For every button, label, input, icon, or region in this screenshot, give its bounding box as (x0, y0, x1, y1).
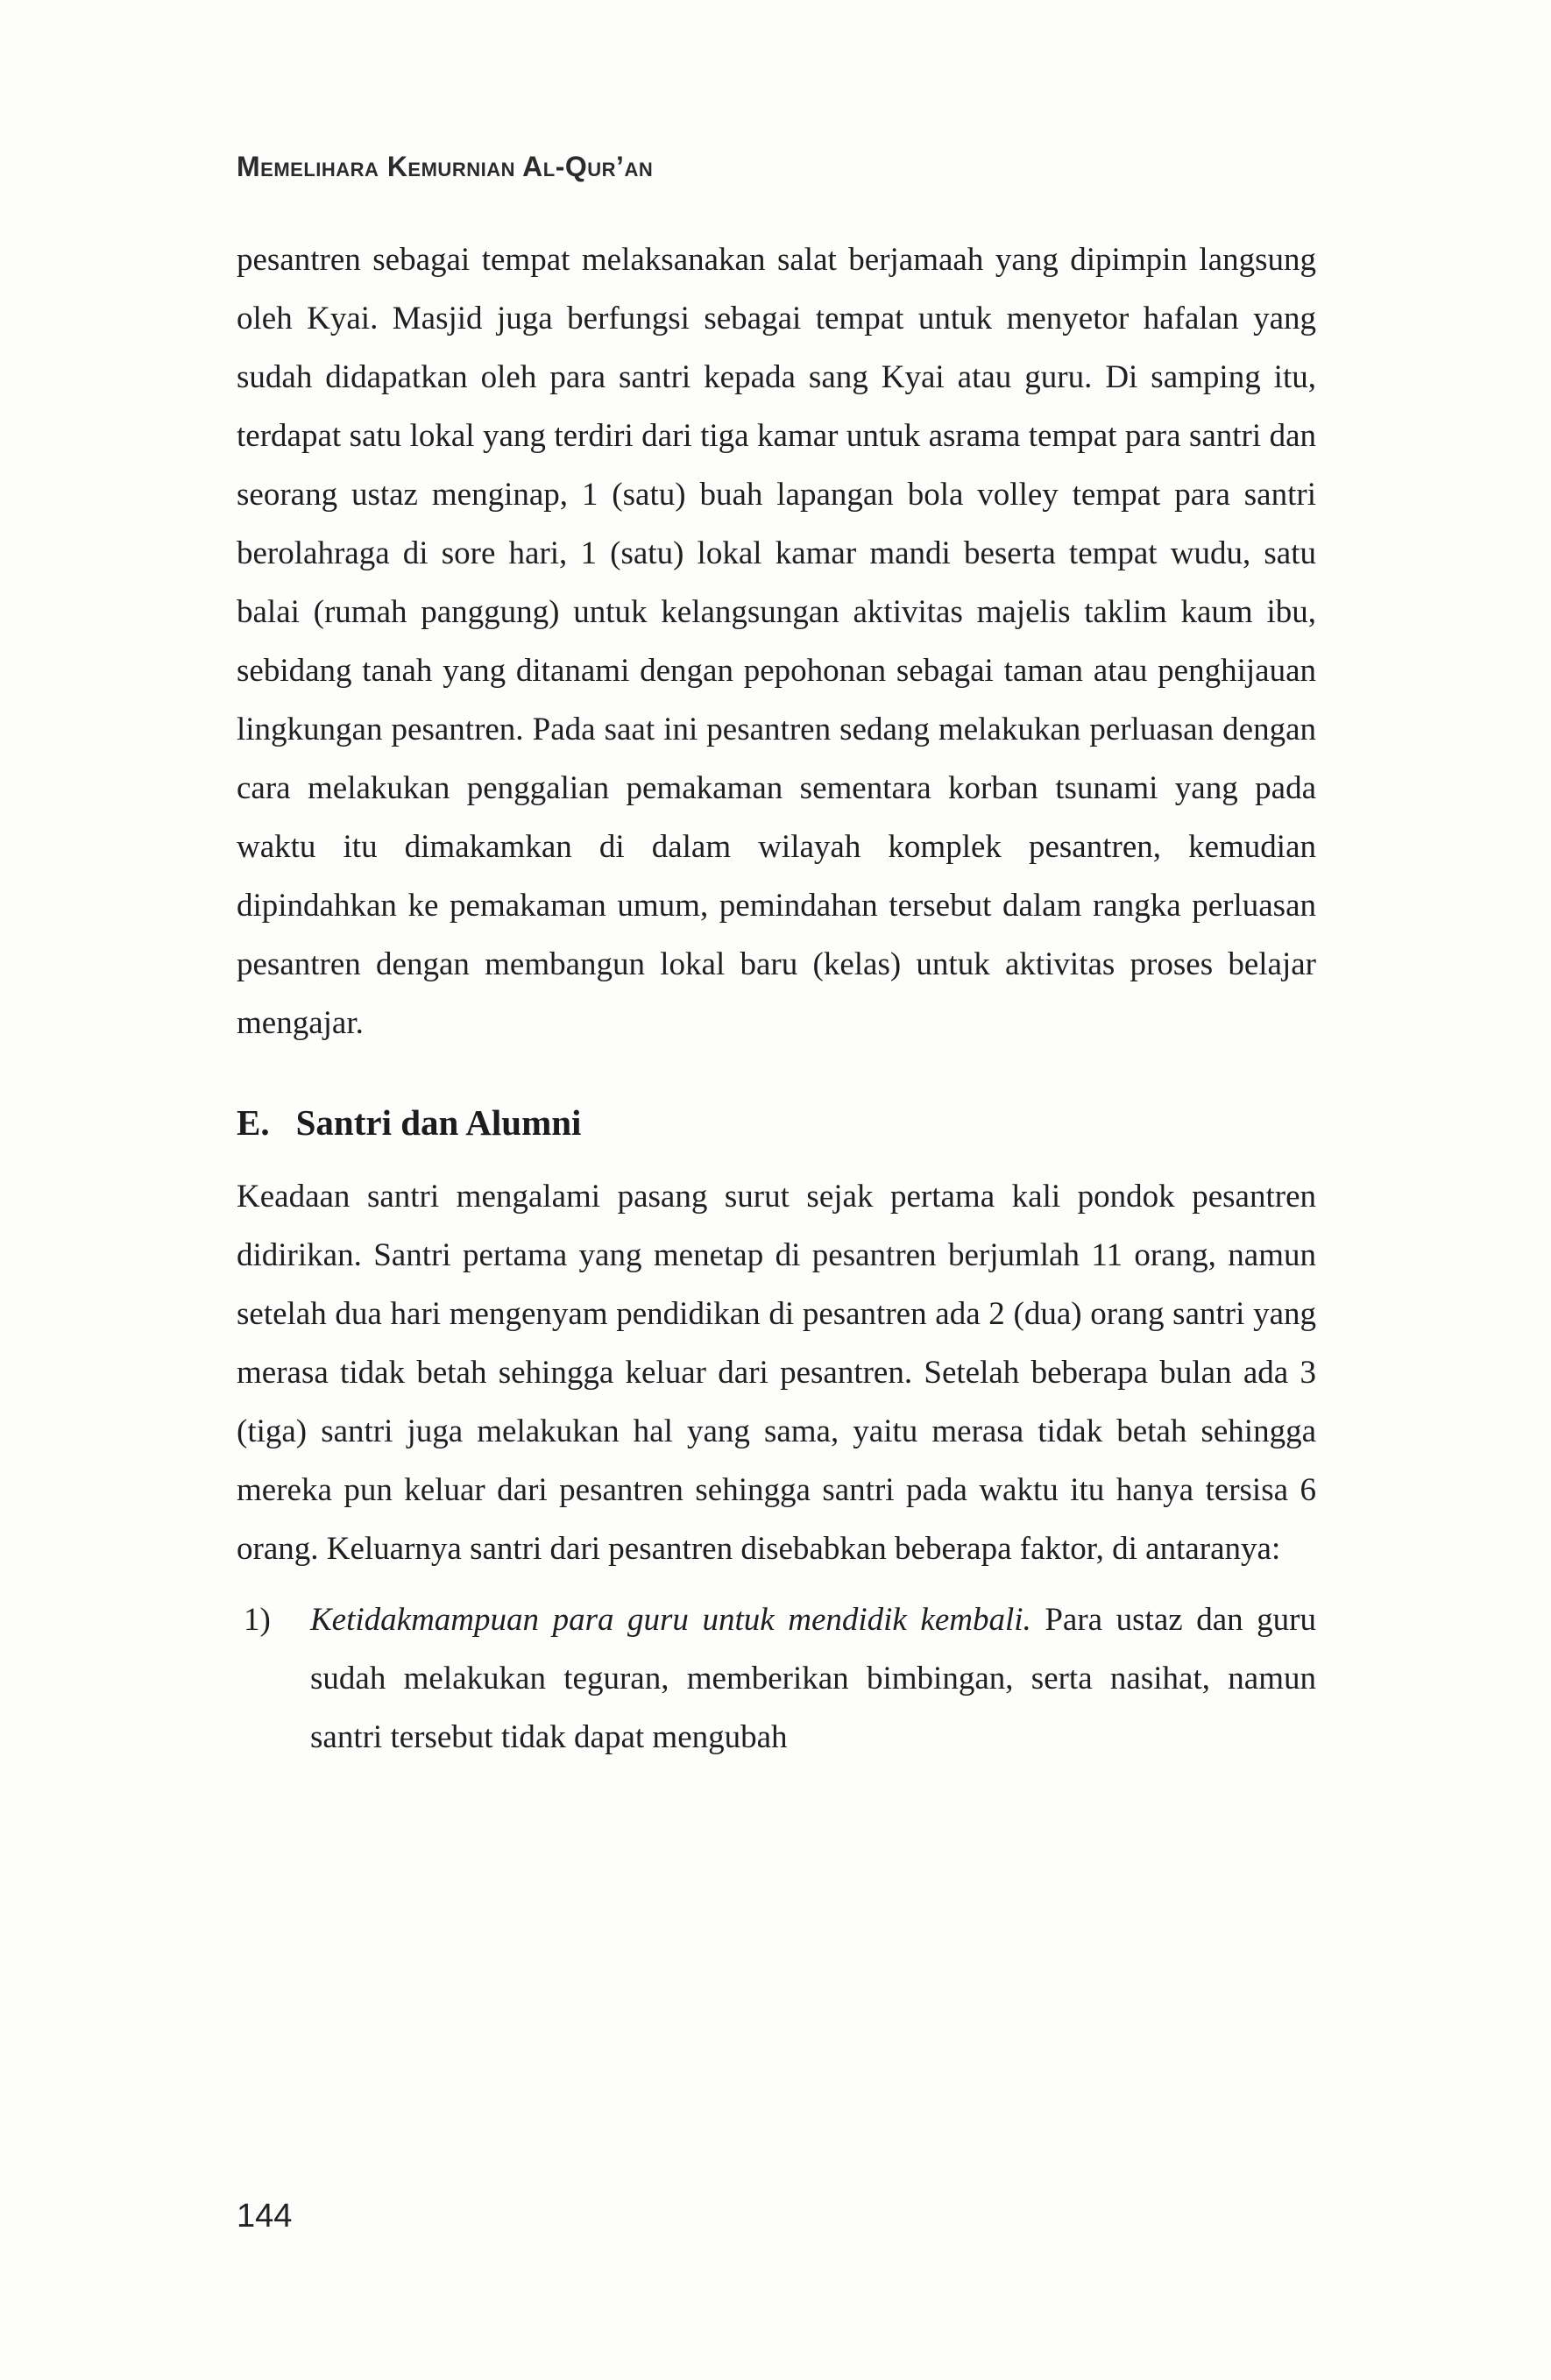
numbered-list (237, 1590, 1316, 1767)
section-title: Santri dan Alumni (295, 1102, 582, 1143)
paragraph-santri: Keadaan santri mengalami pasang surut sejak pertama kali pondok pesantren didirikan. Santri pertama yang menetap di pesantren berjumlah 11 orang, namun setelah dua hari mengenyam pendidikan di pesantren ada 2 (dua) orang santri yang merasa tidak betah sehingga keluar dari pesantren. Setelah beberapa bulan ada 3 (tiga) santri juga melakukan hal yang sama, yaitu merasa tidak betah sehingga mereka pun keluar dari pesantren sehingga santri pada waktu itu hanya tersisa 6 orang. Keluarnya santri dari pesantren disebabkan beberapa faktor, di antaranya: (237, 1179, 1316, 1568)
section-heading (237, 1101, 1316, 1144)
paragraph-continuation: pesantren sebagai tempat melaksanakan salat berjamaah yang dipimpin langsung oleh Kyai. Masjid juga berfungsi sebagai tempat untuk menyetor hafalan yang sudah didapatkan oleh para santri kepada sang Kyai atau guru. Di samping itu, terdapat satu lokal yang terdiri dari tiga kamar untuk asrama tempat para santri dan seorang ustaz menginap, 1 (satu) buah lapangan bola volley tempat para santri berolahraga di sore hari, 1 (satu) lokal kamar mandi beserta tempat wudu, satu balai (rumah panggung) untuk kelangsungan aktivitas majelis taklim kaum ibu, sebidang tanah yang ditanami dengan pepohonan sebagai taman atau penghijauan lingkungan pesantren. Pada saat ini pesantren sedang melakukan perluasan dengan cara melakukan penggalian pemakaman sementara korban tsunami yang pada waktu itu dimakamkan di dalam wilayah komplek pesantren, kemudian dipindahkan ke pemakaman umum, pemindahan tersebut dalam rangka perluasan pesantren dengan membangun lokal baru (kelas) untuk aktivitas proses belajar mengajar. (237, 242, 1316, 1041)
list-lead-italic: Ketidakmampuan para guru untuk mendidik kembali. (310, 1602, 1031, 1639)
page-content (237, 0, 1316, 1767)
list-item (237, 1590, 1316, 1767)
list-text (310, 1590, 1316, 1767)
section-letter: E. (237, 1102, 270, 1143)
running-header: Memelihara Kemurnian Al-Qur’an (237, 151, 654, 182)
list-rest-text: Para ustaz dan guru sudah melakukan teguran, memberikan bimbingan, serta nasihat, namun santri tersebut tidak dapat mengubah (310, 1602, 1317, 1756)
list-marker: 1) (244, 1602, 271, 1639)
page-number: 144 (237, 2198, 293, 2235)
